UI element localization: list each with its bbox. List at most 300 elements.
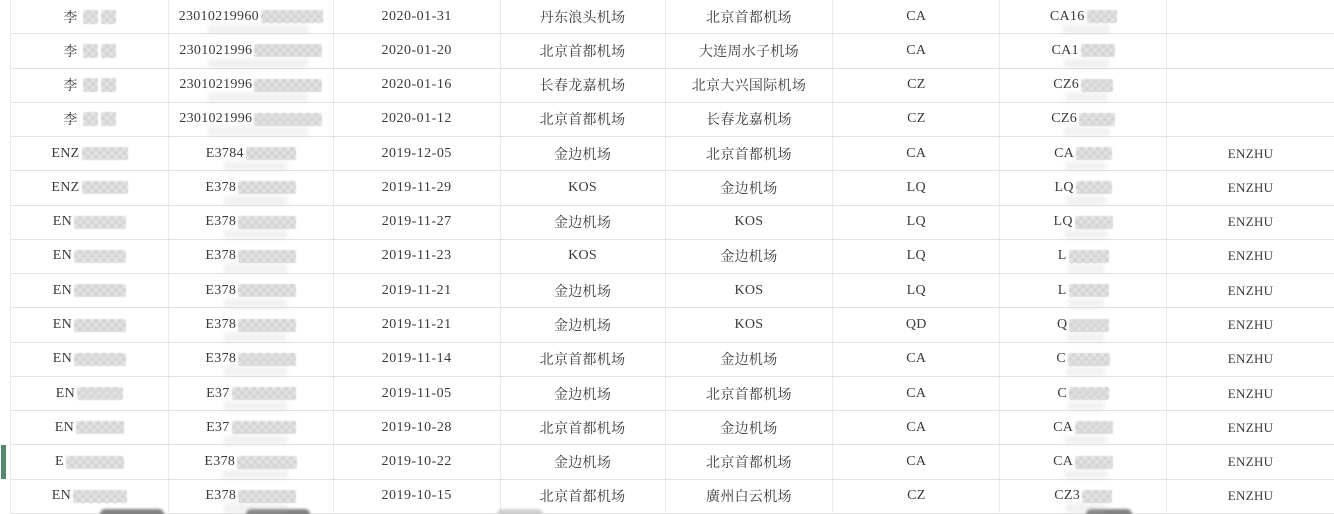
flight-number-text: Q — [1056, 317, 1068, 333]
airline-code-text: CA — [906, 419, 927, 435]
cell-departure-airport[interactable] — [501, 445, 666, 478]
redaction-blur — [238, 284, 296, 297]
cell-arrival-airport[interactable] — [666, 206, 834, 239]
cell-flight-date[interactable] — [334, 171, 501, 204]
cell-airline-code[interactable] — [833, 34, 1000, 67]
table-row — [11, 34, 1334, 68]
passenger-en-name-text: ENZHU — [1227, 179, 1274, 195]
departure-airport-text: KOS — [568, 179, 598, 195]
table-row — [11, 308, 1334, 342]
cell-arrival-airport[interactable] — [666, 34, 834, 67]
cell-passenger-en-name[interactable] — [1167, 480, 1334, 513]
flight-date-text: 2020-01-16 — [381, 77, 452, 93]
departure-airport-text: 金边机场 — [553, 284, 612, 300]
redaction-blur — [232, 421, 296, 434]
table-row — [11, 0, 1334, 34]
arrival-airport-text: 金边机场 — [720, 181, 778, 197]
id-number-text: E3784 — [205, 145, 244, 161]
cell-airline-code[interactable] — [833, 206, 1000, 239]
next-row-blur-id — [246, 509, 310, 514]
next-row-blur-date — [497, 509, 543, 514]
cell-airline-code[interactable] — [833, 480, 1000, 513]
cell-passenger-name[interactable] — [11, 274, 169, 307]
cell-passenger-en-name[interactable] — [1167, 69, 1334, 102]
passenger-en-name-text: ENZHU — [1227, 385, 1274, 401]
cell-passenger-en-name[interactable] — [1167, 206, 1334, 239]
passenger-name-text: 李 — [63, 113, 78, 129]
passenger-name-text: EN — [55, 385, 76, 401]
cell-arrival-airport[interactable] — [666, 137, 834, 170]
arrival-airport-text: 北京首都机场 — [706, 10, 792, 26]
cell-passenger-en-name[interactable] — [1167, 103, 1334, 136]
cell-flight-date[interactable] — [334, 103, 501, 136]
id-number-text: E378 — [205, 351, 237, 367]
redaction-blur — [1075, 456, 1113, 469]
passenger-en-name-text: ENZHU — [1227, 145, 1274, 161]
cell-id-number[interactable] — [169, 137, 334, 170]
cell-flight-number[interactable] — [1000, 206, 1167, 239]
cell-passenger-name[interactable] — [11, 343, 169, 376]
redaction-blur — [74, 284, 126, 297]
cell-airline-code[interactable] — [833, 0, 1000, 33]
redaction-blur — [1081, 44, 1115, 57]
flight-date-text: 2019-11-21 — [381, 317, 452, 333]
cell-id-number[interactable] — [169, 240, 334, 273]
cell-airline-code[interactable] — [833, 103, 1000, 136]
cell-arrival-airport[interactable] — [666, 274, 834, 307]
cell-flight-number[interactable] — [1000, 377, 1167, 410]
cell-departure-airport[interactable] — [501, 343, 666, 376]
cell-departure-airport[interactable] — [501, 0, 666, 33]
airline-code-text: CZ — [907, 488, 926, 504]
airline-code-text: CZ — [907, 77, 926, 93]
cell-flight-number[interactable] — [1000, 240, 1167, 273]
cell-flight-number[interactable] — [1000, 274, 1167, 307]
cell-passenger-name[interactable] — [11, 206, 169, 239]
redaction-blur — [1081, 79, 1113, 92]
cell-airline-code[interactable] — [833, 240, 1000, 273]
table-row — [11, 103, 1334, 137]
table-row — [11, 137, 1334, 171]
redaction-blur — [238, 353, 296, 366]
cell-passenger-name[interactable] — [11, 171, 169, 204]
cell-flight-date[interactable] — [334, 308, 501, 341]
passenger-en-name-text: ENZHU — [1227, 214, 1274, 230]
flight-date-text: 2019-11-23 — [381, 248, 452, 264]
id-number-text: 2301021996 — [179, 42, 253, 58]
redaction-blur — [80, 10, 116, 24]
redaction-blur — [73, 490, 127, 503]
flight-number-text: LQ — [1053, 214, 1073, 230]
redaction-blur — [74, 353, 126, 366]
flight-number-text: L — [1057, 248, 1067, 264]
table-row — [11, 171, 1334, 205]
passenger-name-text: EN — [52, 351, 73, 367]
redaction-blur — [1075, 421, 1113, 434]
redaction-blur — [1069, 319, 1109, 332]
id-number-text: 2301021996 — [179, 77, 253, 93]
cell-id-number[interactable] — [169, 206, 334, 239]
redaction-blur — [254, 79, 322, 92]
passenger-en-name-text: ENZHU — [1227, 351, 1274, 367]
cell-passenger-name[interactable] — [11, 0, 169, 33]
cell-flight-number[interactable] — [1000, 137, 1167, 170]
cell-arrival-airport[interactable] — [666, 445, 834, 478]
cell-flight-date[interactable] — [334, 445, 501, 478]
redaction-blur — [1076, 181, 1112, 194]
cell-airline-code[interactable] — [833, 69, 1000, 102]
departure-airport-text: KOS — [568, 248, 598, 264]
arrival-airport-text: KOS — [734, 317, 764, 333]
table-row — [11, 445, 1334, 479]
cell-id-number[interactable] — [169, 34, 334, 67]
flight-date-text: 2020-01-31 — [381, 8, 452, 24]
airline-code-text: CA — [906, 8, 927, 24]
flight-date-text: 2019-10-22 — [381, 454, 452, 470]
id-number-text: E378 — [205, 282, 237, 298]
id-number-text: 23010219960 — [178, 8, 259, 24]
cell-arrival-airport[interactable] — [666, 480, 834, 513]
table-row — [11, 343, 1334, 377]
cell-departure-airport[interactable] — [501, 137, 666, 170]
cell-passenger-name[interactable] — [11, 240, 169, 273]
cell-departure-airport[interactable] — [501, 308, 666, 341]
table-row — [11, 411, 1334, 445]
departure-airport-text: 北京首都机场 — [539, 490, 626, 506]
airline-code-text: CZ — [907, 111, 926, 127]
passenger-name-text: EN — [52, 214, 73, 230]
airline-code-text: LQ — [906, 179, 926, 195]
redaction-blur — [237, 456, 297, 469]
redaction-blur — [238, 250, 296, 263]
redaction-blur — [1087, 10, 1117, 23]
cell-arrival-airport[interactable] — [666, 171, 834, 204]
redaction-blur — [1068, 353, 1110, 366]
cell-passenger-name[interactable] — [11, 137, 169, 170]
arrival-airport-text: KOS — [734, 282, 764, 298]
redaction-blur — [232, 387, 296, 400]
table-row — [11, 480, 1334, 514]
passenger-name-text: 李 — [63, 10, 78, 26]
arrival-airport-text: 长春龙嘉机场 — [706, 113, 792, 129]
airline-code-text: LQ — [906, 282, 926, 298]
redaction-blur — [80, 78, 116, 92]
table-row — [11, 206, 1334, 240]
id-number-text: E378 — [205, 179, 237, 195]
id-number-text: 2301021996 — [179, 111, 253, 127]
flight-number-text: CA — [1054, 145, 1075, 161]
passenger-en-name-text: ENZHU — [1227, 282, 1274, 298]
cell-airline-code[interactable] — [833, 308, 1000, 341]
arrival-airport-text: 北京首都机场 — [706, 147, 792, 163]
cell-id-number[interactable] — [169, 103, 334, 136]
redaction-blur — [238, 181, 296, 194]
passenger-name-text: EN — [52, 317, 73, 333]
cell-flight-number[interactable] — [1000, 445, 1167, 478]
id-number-text: E378 — [205, 488, 237, 504]
airline-code-text: CA — [906, 385, 927, 401]
cell-passenger-name[interactable] — [11, 34, 169, 67]
redaction-blur — [74, 250, 126, 263]
cell-flight-number[interactable] — [1000, 34, 1167, 67]
passenger-en-name-text: ENZHU — [1227, 454, 1274, 470]
redaction-blur — [66, 456, 124, 469]
departure-airport-text: 金边机场 — [553, 216, 612, 232]
cell-arrival-airport[interactable] — [666, 411, 834, 444]
arrival-airport-text: 金边机场 — [720, 250, 778, 266]
departure-airport-text: 金边机场 — [553, 456, 612, 472]
passenger-name-text: ENZ — [51, 145, 80, 161]
cell-flight-number[interactable] — [1000, 480, 1167, 513]
cell-departure-airport[interactable] — [501, 274, 666, 307]
table-body — [10, 0, 1334, 514]
cell-departure-airport[interactable] — [501, 480, 666, 513]
flight-date-text: 2019-10-28 — [381, 419, 452, 435]
flight-date-text: 2019-11-27 — [381, 214, 452, 230]
redaction-blur — [1076, 147, 1112, 160]
cell-departure-airport[interactable] — [501, 103, 666, 136]
cell-flight-number[interactable] — [1000, 171, 1167, 204]
flight-number-text: LQ — [1054, 179, 1074, 195]
cell-passenger-name[interactable] — [11, 411, 169, 444]
flight-number-text: CZ3 — [1054, 488, 1081, 504]
cell-departure-airport[interactable] — [501, 411, 666, 444]
redaction-blur — [1069, 387, 1109, 400]
redaction-blur — [246, 147, 296, 160]
cell-flight-number[interactable] — [1000, 103, 1167, 136]
redaction-blur — [82, 181, 128, 194]
redaction-blur — [80, 44, 116, 58]
cell-departure-airport[interactable] — [501, 206, 666, 239]
passenger-name-text: EN — [51, 488, 72, 504]
flight-number-text: CA1 — [1051, 42, 1079, 58]
cell-airline-code[interactable] — [833, 411, 1000, 444]
cell-id-number[interactable] — [169, 480, 334, 513]
cell-passenger-en-name[interactable] — [1167, 343, 1334, 376]
passenger-name-text: EN — [52, 282, 73, 298]
table-row — [11, 69, 1334, 103]
arrival-airport-text: 北京大兴国际机场 — [691, 79, 807, 95]
redaction-blur — [238, 319, 296, 332]
redaction-blur — [1069, 250, 1109, 263]
arrival-airport-text: 北京首都机场 — [706, 387, 792, 403]
passenger-en-name-text: ENZHU — [1227, 419, 1274, 435]
passenger-en-name-text: ENZHU — [1227, 248, 1274, 264]
cell-id-number[interactable] — [169, 411, 334, 444]
cell-arrival-airport[interactable] — [666, 308, 834, 341]
next-row-blur-flight — [1086, 509, 1132, 514]
cell-passenger-name[interactable] — [11, 480, 169, 513]
cell-passenger-name[interactable] — [11, 377, 169, 410]
passenger-name-text: E — [55, 454, 64, 470]
passenger-name-text: 李 — [63, 79, 78, 95]
cell-airline-code[interactable] — [833, 377, 1000, 410]
id-number-text: E378 — [205, 248, 237, 264]
cell-airline-code[interactable] — [833, 171, 1000, 204]
cell-id-number[interactable] — [169, 343, 334, 376]
redaction-blur — [80, 112, 116, 126]
cell-flight-date[interactable] — [334, 34, 501, 67]
airline-code-text: LQ — [906, 214, 926, 230]
cell-passenger-name[interactable] — [11, 308, 169, 341]
cell-id-number[interactable] — [169, 445, 334, 478]
cell-flight-date[interactable] — [334, 0, 501, 33]
departure-airport-text: 金边机场 — [553, 387, 612, 403]
flight-date-text: 2019-10-15 — [381, 488, 452, 504]
cell-passenger-en-name[interactable] — [1167, 137, 1334, 170]
redaction-blur — [1075, 216, 1113, 229]
arrival-airport-text: 廣州白云机场 — [706, 490, 792, 506]
cell-arrival-airport[interactable] — [666, 343, 834, 376]
cell-flight-date[interactable] — [334, 411, 501, 444]
cell-passenger-name[interactable] — [11, 445, 169, 478]
cell-flight-date[interactable] — [334, 343, 501, 376]
departure-airport-text: 北京首都机场 — [539, 353, 626, 369]
flight-date-text: 2019-11-05 — [381, 385, 452, 401]
departure-airport-text: 北京首都机场 — [539, 44, 626, 60]
cell-departure-airport[interactable] — [501, 240, 666, 273]
cell-id-number[interactable] — [169, 274, 334, 307]
redaction-blur — [254, 113, 322, 126]
cell-flight-date[interactable] — [334, 69, 501, 102]
redaction-blur — [238, 490, 296, 503]
flight-date-text: 2020-01-20 — [381, 42, 452, 58]
cell-flight-number[interactable] — [1000, 411, 1167, 444]
flight-date-text: 2019-12-05 — [381, 145, 452, 161]
cell-flight-date[interactable] — [334, 480, 501, 513]
passenger-en-name-text: ENZHU — [1227, 488, 1274, 504]
cell-flight-number[interactable] — [1000, 69, 1167, 102]
arrival-airport-text: KOS — [734, 214, 764, 230]
cell-passenger-en-name[interactable] — [1167, 240, 1334, 273]
flight-number-text: CZ6 — [1053, 77, 1080, 93]
flight-number-text: C — [1056, 351, 1066, 367]
next-row-blur-name — [100, 509, 164, 514]
redaction-blur — [1069, 284, 1109, 297]
flight-date-text: 2019-11-29 — [381, 179, 452, 195]
flight-number-text: L — [1057, 282, 1067, 298]
cell-id-number[interactable] — [169, 69, 334, 102]
redaction-blur — [1082, 490, 1112, 503]
redaction-blur — [1079, 113, 1115, 126]
cell-passenger-name[interactable] — [11, 69, 169, 102]
cell-id-number[interactable] — [169, 308, 334, 341]
passenger-name-text: ENZ — [51, 179, 80, 195]
airline-code-text: CA — [906, 454, 927, 470]
table-row — [11, 240, 1334, 274]
cell-arrival-airport[interactable] — [666, 103, 834, 136]
airline-code-text: LQ — [906, 248, 926, 264]
cell-arrival-airport[interactable] — [666, 240, 834, 273]
flight-date-text: 2019-11-14 — [381, 351, 452, 367]
airline-code-text: CA — [906, 42, 927, 58]
departure-airport-text: 金边机场 — [553, 147, 612, 163]
cell-arrival-airport[interactable] — [666, 0, 834, 33]
cell-flight-number[interactable] — [1000, 343, 1167, 376]
cell-airline-code[interactable] — [833, 274, 1000, 307]
airline-code-text: QD — [905, 317, 927, 333]
airline-code-text: CA — [906, 351, 927, 367]
passenger-en-name-text: ENZHU — [1227, 317, 1274, 333]
cell-arrival-airport[interactable] — [666, 69, 834, 102]
table-row — [11, 274, 1334, 308]
flight-number-text: CA16 — [1049, 8, 1085, 24]
cell-arrival-airport[interactable] — [666, 377, 834, 410]
flight-number-text: CZ6 — [1051, 111, 1078, 127]
cell-passenger-en-name[interactable] — [1167, 34, 1334, 67]
cell-passenger-en-name[interactable] — [1167, 308, 1334, 341]
redaction-blur — [82, 147, 128, 160]
arrival-airport-text: 北京首都机场 — [706, 456, 792, 472]
departure-airport-text: 金边机场 — [553, 319, 612, 335]
cell-flight-date[interactable] — [334, 137, 501, 170]
cell-passenger-name[interactable] — [11, 103, 169, 136]
cell-departure-airport[interactable] — [501, 69, 666, 102]
cell-flight-number[interactable] — [1000, 308, 1167, 341]
flight-date-text: 2020-01-12 — [381, 111, 452, 127]
cell-airline-code[interactable] — [833, 445, 1000, 478]
cell-passenger-en-name[interactable] — [1167, 274, 1334, 307]
redaction-blur — [74, 319, 126, 332]
passenger-name-text: EN — [52, 248, 73, 264]
cell-departure-airport[interactable] — [501, 171, 666, 204]
cell-airline-code[interactable] — [833, 137, 1000, 170]
cell-passenger-en-name[interactable] — [1167, 0, 1334, 33]
redaction-blur — [238, 216, 296, 229]
cell-flight-date[interactable] — [334, 377, 501, 410]
id-number-text: E37 — [206, 419, 230, 435]
flight-date-text: 2019-11-21 — [381, 282, 452, 298]
id-number-text: E378 — [205, 214, 237, 230]
id-number-text: E378 — [204, 454, 236, 470]
redaction-blur — [261, 10, 323, 23]
arrival-airport-text: 大连周水子机场 — [698, 44, 799, 60]
cell-passenger-en-name[interactable] — [1167, 411, 1334, 444]
departure-airport-text: 北京首都机场 — [539, 113, 626, 129]
cell-flight-date[interactable] — [334, 206, 501, 239]
cell-id-number[interactable] — [169, 171, 334, 204]
cell-airline-code[interactable] — [833, 343, 1000, 376]
arrival-airport-text: 金边机场 — [720, 421, 778, 437]
airline-code-text: CA — [906, 145, 927, 161]
cell-flight-date[interactable] — [334, 240, 501, 273]
passenger-name-text: 李 — [63, 44, 78, 60]
redaction-blur — [74, 216, 126, 229]
id-number-text: E37 — [206, 385, 230, 401]
arrival-airport-text: 金边机场 — [720, 353, 778, 369]
cell-id-number[interactable] — [169, 377, 334, 410]
cell-id-number[interactable] — [169, 0, 334, 33]
redaction-blur — [254, 44, 322, 57]
cell-departure-airport[interactable] — [501, 377, 666, 410]
flight-number-text: CA — [1053, 454, 1074, 470]
cell-departure-airport[interactable] — [501, 34, 666, 67]
departure-airport-text: 长春龙嘉机场 — [539, 79, 626, 95]
departure-airport-text: 北京首都机场 — [539, 421, 626, 437]
cell-passenger-en-name[interactable] — [1167, 445, 1334, 478]
redaction-blur — [77, 387, 123, 400]
flight-number-text: C — [1057, 385, 1067, 401]
cell-passenger-en-name[interactable] — [1167, 171, 1334, 204]
table-row — [11, 377, 1334, 411]
cell-passenger-en-name[interactable] — [1167, 377, 1334, 410]
departure-airport-text: 丹东浪头机场 — [539, 10, 626, 26]
redaction-blur — [76, 421, 124, 434]
cell-flight-date[interactable] — [334, 274, 501, 307]
passenger-name-text: EN — [54, 419, 75, 435]
id-number-text: E378 — [205, 317, 237, 333]
cell-flight-number[interactable] — [1000, 0, 1167, 33]
